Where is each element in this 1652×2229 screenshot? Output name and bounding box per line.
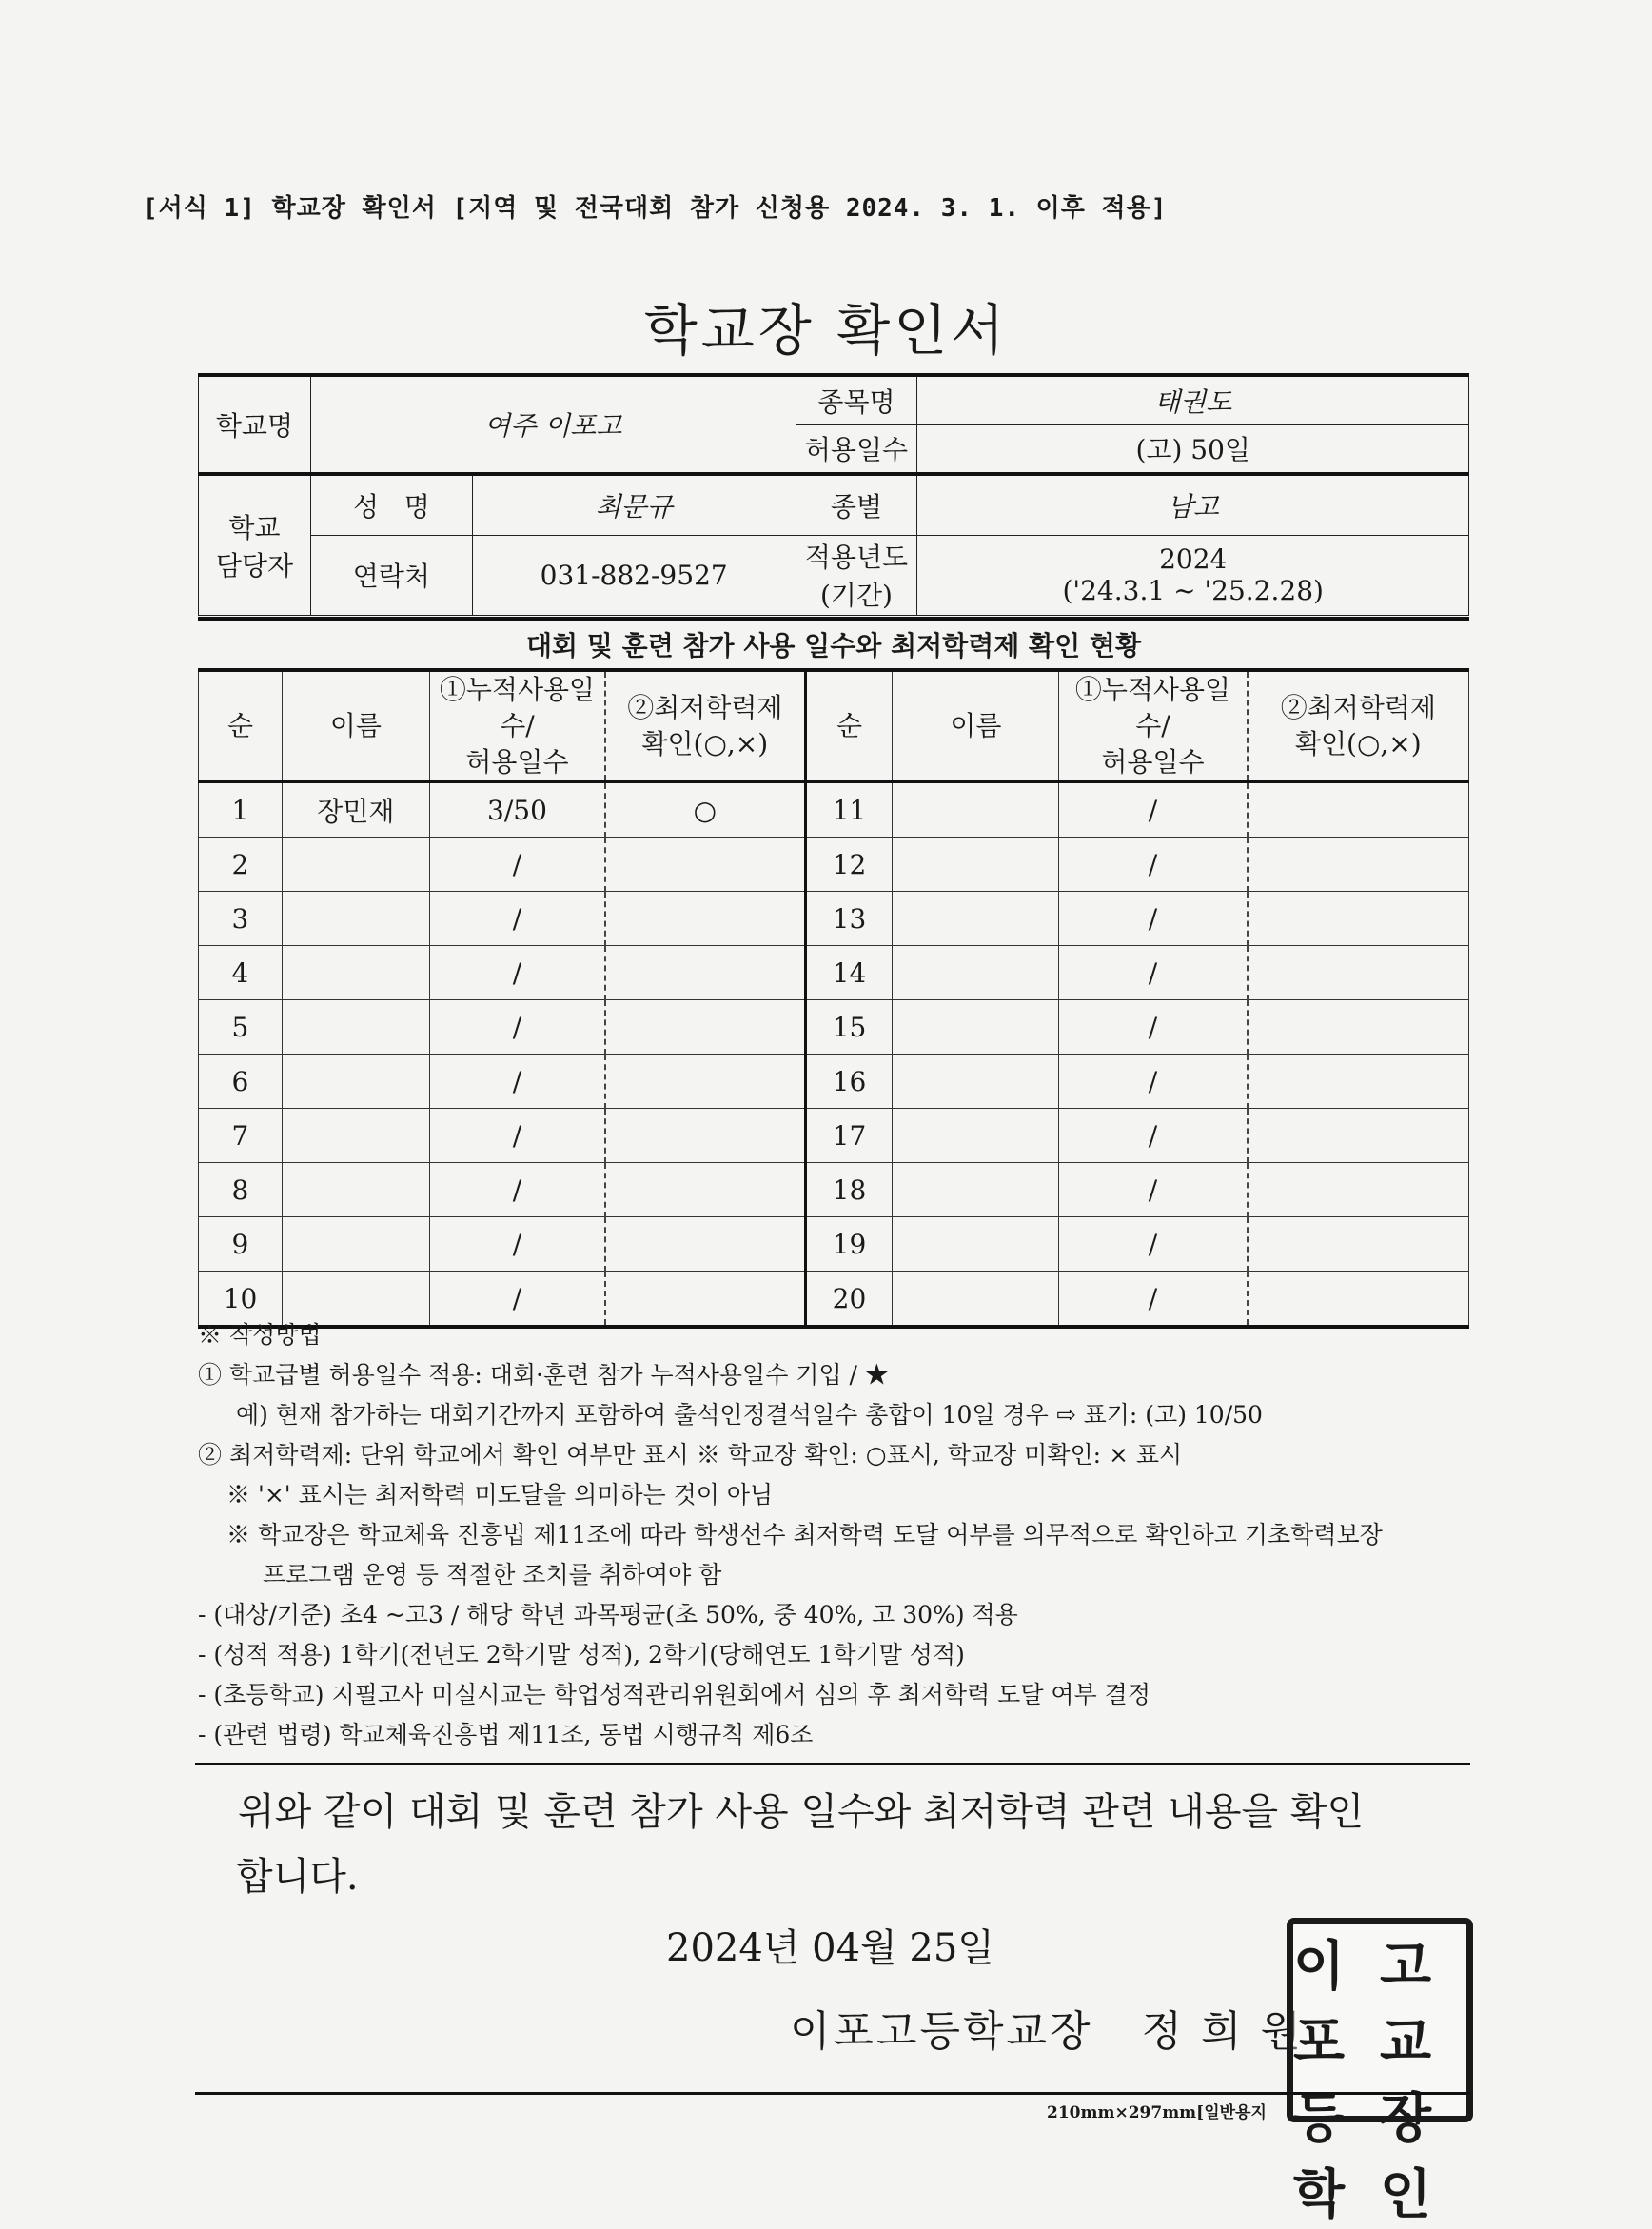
row-no: 1 (199, 782, 283, 838)
year-label-line2: (기간) (820, 580, 893, 611)
note-2-remark-b-cont: 프로그램 운영 등 적절한 조치를 취하여야 함 (263, 1561, 722, 1588)
table-row (199, 1217, 1469, 1272)
year-value-line2: ('24.3.1 ~ '25.2.28) (1062, 575, 1324, 606)
contact-value: 031-882-9527 (472, 535, 796, 615)
contact-label: 연락처 (310, 535, 472, 615)
manager-label-line2: 담당자 (215, 549, 294, 582)
row-name (282, 1163, 429, 1217)
row-name-2 (893, 1055, 1059, 1109)
note-2-remark-b: ※ 학교장은 학교체육 진흥법 제11조에 따라 학생선수 최저학력 도달 여부를 의무적으로 확인하고 기초학력보장 (226, 1521, 1383, 1548)
row-no-2: 16 (805, 1055, 893, 1109)
table-row (199, 782, 1469, 838)
table-row (199, 1000, 1469, 1055)
row-check-2 (1248, 946, 1469, 1000)
allowed-days-label: 허용일수 (796, 424, 917, 474)
row-days: / (429, 1217, 605, 1272)
row-no: 5 (199, 1000, 283, 1055)
header-days-line2: 허용일수 (465, 746, 569, 778)
name-value: 최문규 (472, 474, 796, 535)
row-name (282, 1000, 429, 1055)
table-row (199, 946, 1469, 1000)
year-value (917, 535, 1469, 615)
row-name-2 (893, 892, 1059, 946)
row-no-2: 20 (805, 1272, 893, 1328)
school-value: 여주 이포고 (310, 375, 796, 474)
table-row (199, 1055, 1469, 1109)
row-days: / (429, 838, 605, 892)
year-label (796, 535, 917, 615)
header-no: 순 (199, 670, 283, 782)
row-days-2: / (1059, 1163, 1248, 1217)
row-no: 8 (199, 1163, 283, 1217)
row-check-2 (1248, 1055, 1469, 1109)
roster-table (198, 668, 1469, 1329)
header-days-2-line2: 허용일수 (1101, 746, 1205, 778)
year-value-line1: 2024 (1159, 543, 1228, 575)
row-no: 10 (199, 1272, 283, 1328)
seal-char: 고교 (1380, 1935, 1432, 2074)
row-days-2: / (1059, 1272, 1248, 1328)
row-days: / (429, 892, 605, 946)
row-name: 장민재 (282, 782, 429, 838)
row-name (282, 1109, 429, 1163)
row-no-2: 18 (805, 1163, 893, 1217)
row-days-2: / (1059, 892, 1248, 946)
header-days-2-line1: ①누적사용일수/ (1074, 674, 1231, 741)
type-value: 남고 (917, 474, 1469, 535)
note-2: ② 최저학력제: 단위 학교에서 확인 여부만 표시 ※ 학교장 확인: ○표시, 학교장 미확인: × 표시 (198, 1441, 1183, 1469)
paper-size-label: 210mm×297mm[일반용지 (1047, 2103, 1267, 2122)
row-check (605, 1109, 805, 1163)
row-days: / (429, 1272, 605, 1328)
row-name-2 (893, 1163, 1059, 1217)
row-check (605, 946, 805, 1000)
row-name (282, 838, 429, 892)
row-check (605, 892, 805, 946)
form-label: [서식 1] 학교장 확인서 [지역 및 전국대회 참가 신청용 2024. 3. 1. 이후 적용] (143, 194, 1168, 223)
detail-1: - (대상/기준) 초4 ~고3 / 해당 학년 과목평균(초 50%, 중 40%, 고 30%) 적용 (198, 1601, 1018, 1628)
header-days (429, 670, 605, 782)
note-1-example: 예) 현재 참가하는 대회기간까지 포함하여 출석인정결석일수 총합이 10일 경우 ⇨ 표기: (고) 10/50 (236, 1401, 1263, 1429)
table-row (199, 838, 1469, 892)
event-value: 태권도 (917, 375, 1469, 424)
event-label: 종목명 (796, 375, 917, 424)
row-no: 9 (199, 1217, 283, 1272)
row-check-2 (1248, 1109, 1469, 1163)
row-days-2: / (1059, 782, 1248, 838)
row-no-2: 17 (805, 1109, 893, 1163)
row-days: / (429, 1000, 605, 1055)
row-check (605, 1055, 805, 1109)
row-days: / (429, 946, 605, 1000)
confirmation-line1: 위와 같이 대회 및 훈련 참가 사용 일수와 최저학력 관련 내용을 확인 (238, 1790, 1365, 1834)
name-label: 성 명 (310, 474, 472, 535)
allowed-days-value: (고) 50일 (917, 424, 1469, 474)
row-name (282, 1055, 429, 1109)
confirmation-line2: 합니다. (236, 1855, 359, 1899)
row-name-2 (893, 838, 1059, 892)
page-title: 학교장 확인서 (643, 298, 1009, 363)
issue-date: 2024년 04월 25일 (666, 1926, 994, 1970)
row-check: ○ (605, 782, 805, 838)
row-no: 4 (199, 946, 283, 1000)
detail-3: - (초등학교) 지필고사 미실시교는 학업성적관리위원회에서 심의 후 최저학력 도달 여부 결정 (198, 1681, 1150, 1708)
row-no-2: 13 (805, 892, 893, 946)
row-days-2: / (1059, 1217, 1248, 1272)
manager-label-line1: 학교 (228, 511, 281, 543)
row-days: / (429, 1109, 605, 1163)
row-no: 2 (199, 838, 283, 892)
row-no: 7 (199, 1109, 283, 1163)
info-table (198, 373, 1469, 616)
confirmation-text (238, 1780, 1475, 1909)
row-no-2: 19 (805, 1217, 893, 1272)
row-check-2 (1248, 1163, 1469, 1217)
header-check-2 (1248, 670, 1469, 782)
header-check (605, 670, 805, 782)
table-row (199, 892, 1469, 946)
row-check-2 (1248, 782, 1469, 838)
school-label: 학교명 (199, 375, 311, 474)
row-name-2 (893, 1000, 1059, 1055)
header-name: 이름 (282, 670, 429, 782)
manager-label (199, 474, 311, 615)
row-name (282, 946, 429, 1000)
row-check-2 (1248, 838, 1469, 892)
detail-4: - (관련 법령) 학교체육진흥법 제11조, 동법 시행규칙 제6조 (198, 1721, 814, 1748)
row-check (605, 838, 805, 892)
row-check-2 (1248, 892, 1469, 946)
header-check-2-line2: 확인(○,×) (1294, 728, 1422, 759)
year-label-line1: 적용년도 (804, 542, 909, 573)
row-check-2 (1248, 1217, 1469, 1272)
row-check (605, 1217, 805, 1272)
table-row (199, 1109, 1469, 1163)
signer-name: 이포고등학교장 정 희 원 (790, 2007, 1304, 2056)
seal-char: 장인 (1380, 2087, 1432, 2226)
note-1: ① 학교급별 허용일수 적용: 대회·훈련 참가 누적사용일수 기입 / ★ (198, 1361, 889, 1389)
header-check-line1: ②최저학력제 (627, 692, 783, 723)
table-row (199, 1163, 1469, 1217)
instructions (198, 1315, 1483, 1755)
header-name-2: 이름 (893, 670, 1059, 782)
header-check-line2: 확인(○,×) (641, 728, 769, 759)
row-name-2 (893, 1109, 1059, 1163)
divider (195, 1763, 1470, 1765)
row-no-2: 14 (805, 946, 893, 1000)
row-no: 3 (199, 892, 283, 946)
row-no: 6 (199, 1055, 283, 1109)
detail-2: - (성적 적용) 1학기(전년도 2학기말 성적), 2학기(당해연도 1학기말 성적) (198, 1641, 965, 1668)
row-no-2: 12 (805, 838, 893, 892)
row-days: / (429, 1055, 605, 1109)
footer-divider (195, 2092, 1470, 2095)
row-check (605, 1000, 805, 1055)
section-title: 대회 및 훈련 참가 사용 일수와 최저학력제 확인 현황 (198, 617, 1469, 672)
seal-char: 등학 (1293, 2087, 1346, 2226)
row-name-2 (893, 946, 1059, 1000)
row-name (282, 892, 429, 946)
header-days-line1: ①누적사용일수/ (439, 674, 596, 741)
row-name-2 (893, 1217, 1059, 1272)
row-days-2: / (1059, 1055, 1248, 1109)
type-label: 종별 (796, 474, 917, 535)
row-days: / (429, 1163, 605, 1217)
row-no-2: 15 (805, 1000, 893, 1055)
row-no-2: 11 (805, 782, 893, 838)
row-name-2 (893, 782, 1059, 838)
row-check-2 (1248, 1000, 1469, 1055)
row-days: 3/50 (429, 782, 605, 838)
row-days-2: / (1059, 1109, 1248, 1163)
header-check-2-line1: ②최저학력제 (1280, 692, 1436, 723)
row-check (605, 1163, 805, 1217)
row-days-2: / (1059, 1000, 1248, 1055)
header-days-2 (1059, 670, 1248, 782)
notes-heading: ※ 작성방법 (198, 1321, 322, 1349)
header-no-2: 순 (805, 670, 893, 782)
row-days-2: / (1059, 838, 1248, 892)
note-2-remark-a: ※ '×' 표시는 최저학력 미도달을 의미하는 것이 아님 (226, 1481, 774, 1509)
row-name (282, 1217, 429, 1272)
row-days-2: / (1059, 946, 1248, 1000)
seal-char: 이포 (1293, 1935, 1346, 2074)
